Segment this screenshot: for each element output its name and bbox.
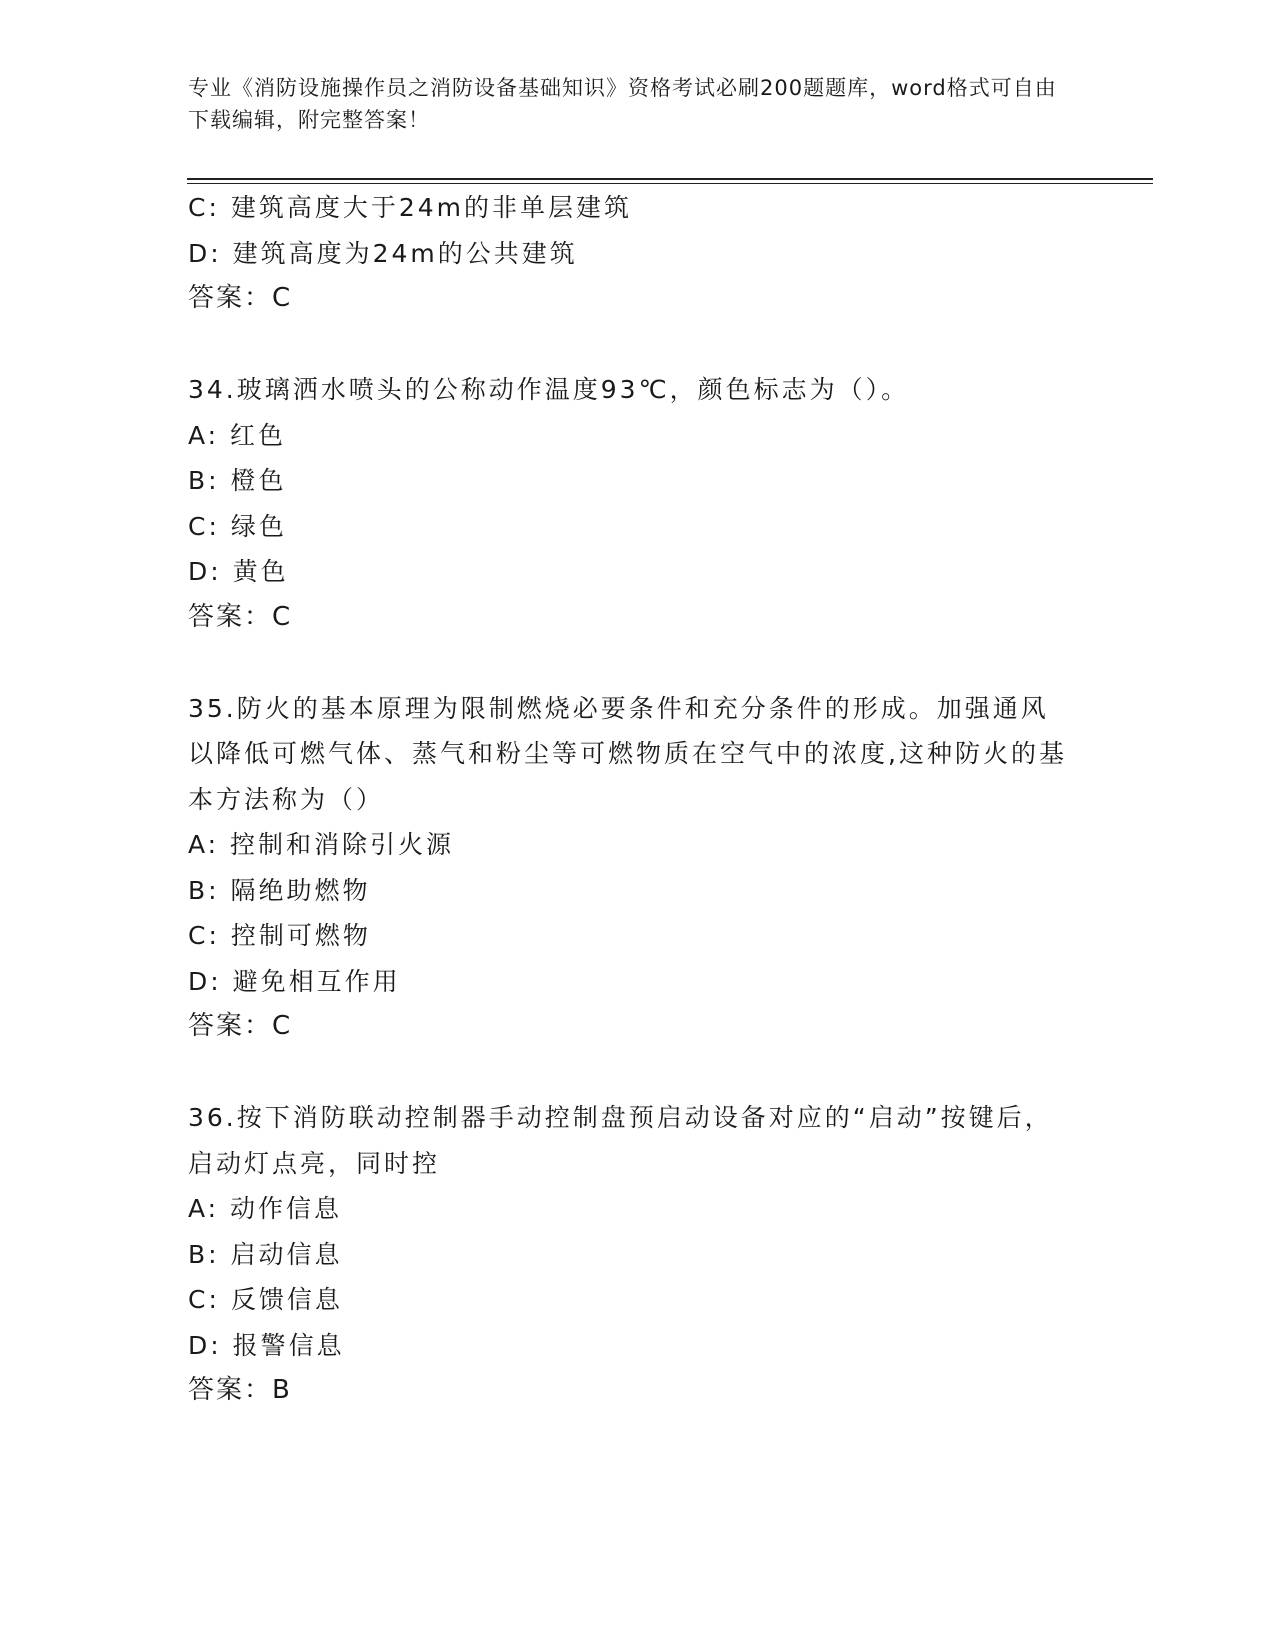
option-b: B: 隔绝助燃物 <box>188 875 371 905</box>
option-d: D: 黄色 <box>188 557 289 586</box>
answer: 答案：B <box>188 1375 292 1405</box>
question-text: 35.防火的基本原理为限制燃烧必要条件和充分条件的形成。加强通风以降低可燃气体、蒸气和粉尘等可燃物质在空气中的浓度,这种防火的基本方法称为（） <box>188 693 1067 814</box>
option-c: C: 控制可燃物 <box>188 921 371 950</box>
option-b: B: 启动信息 <box>188 1239 343 1269</box>
option-d: D: 建筑高度为24m的公共建筑 <box>188 238 578 268</box>
question-35 <box>188 686 1088 1050</box>
answer: 答案：C <box>188 601 293 632</box>
question-33-remainder <box>188 185 1088 322</box>
option-a: A: 控制和消除引火源 <box>188 830 455 859</box>
answer: 答案：C <box>188 283 293 313</box>
option-c: C: 绿色 <box>188 511 287 541</box>
option-c: C: 反馈信息 <box>188 1285 343 1314</box>
option-c: C: 建筑高度大于24m的非单层建筑 <box>188 193 632 222</box>
option-a: A: 红色 <box>188 420 287 450</box>
question-36 <box>188 1095 1088 1414</box>
option-a: A: 动作信息 <box>188 1194 343 1223</box>
header-divider <box>187 178 1153 184</box>
option-d: D: 避免相互作用 <box>188 966 401 996</box>
page-header: 专业《消防设施操作员之消防设备基础知识》资格考试必刷200题题库，word格式可自由下载编辑，附完整答案！ <box>188 76 1057 132</box>
option-b: B: 橙色 <box>188 466 287 495</box>
question-34 <box>188 367 1088 640</box>
document-body <box>188 185 1088 1414</box>
option-d: D: 报警信息 <box>188 1330 345 1360</box>
answer: 答案：C <box>188 1011 293 1041</box>
question-text: 34.玻璃洒水喷头的公称动作温度93℃，颜色标志为（）。 <box>188 375 910 404</box>
question-text: 36.按下消防联动控制器手动控制盘预启动设备对应的“启动”按键后，启动灯点亮，同时控 <box>188 1103 1053 1178</box>
